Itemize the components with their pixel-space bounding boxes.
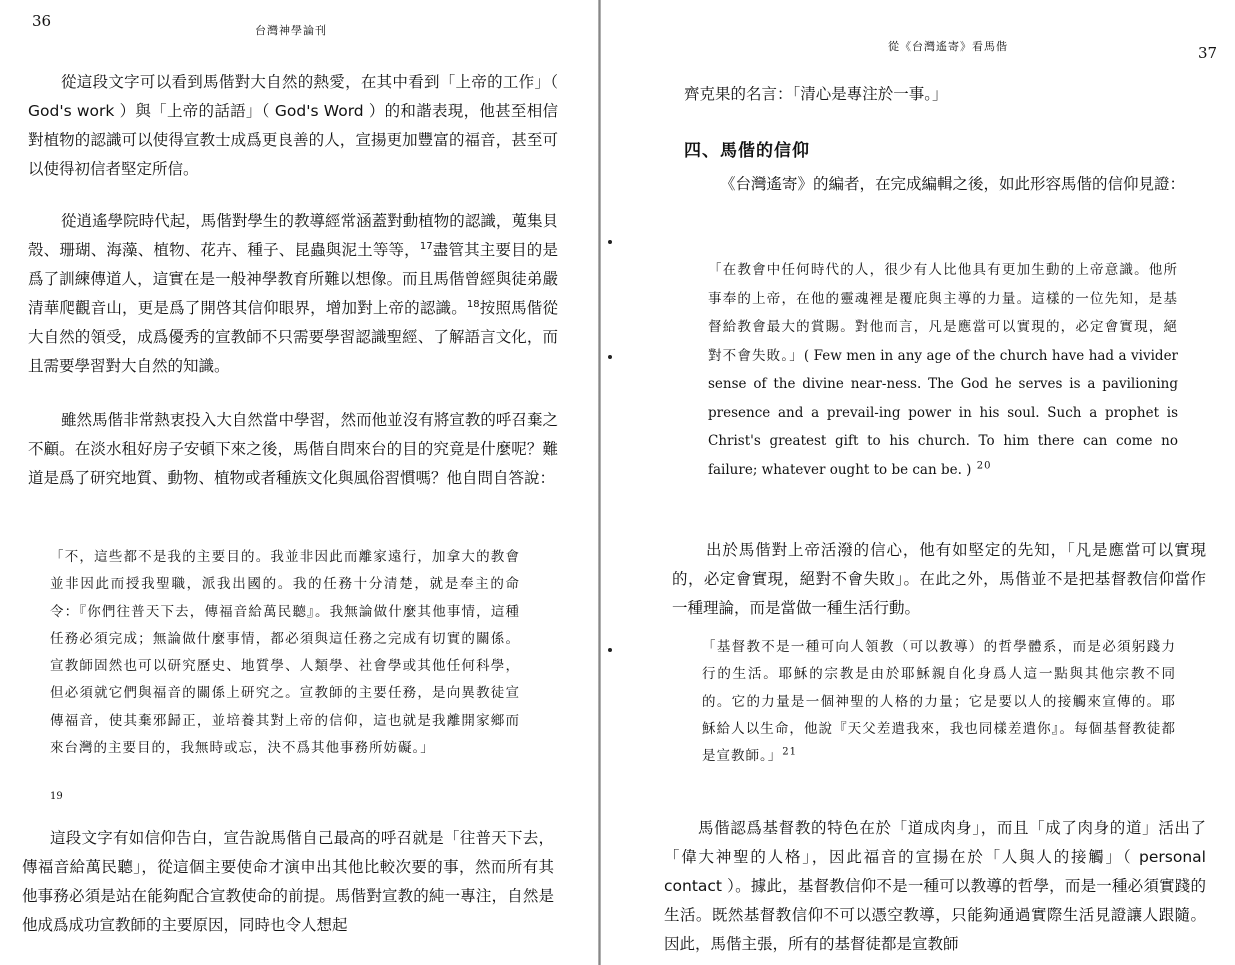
section-heading: 四、馬偕的信仰	[684, 141, 810, 161]
paragraph: 這段文字有如信仰告白，宣告說馬偕自己最高的呼召就是「往普天下去，傳福音給萬民聽」，從這個主要使命才演申出其他比較次要的事，然而所有其他事務必須是站在能夠配合宣教使命的前提。馬偕對宣教的純一專注，自然是他成爲成功宣教師的主要原因，同時也令人想起	[22, 829, 554, 934]
footnote-ref: 17	[419, 240, 433, 252]
left-page	[0, 0, 600, 965]
running-head: 台灣神學論刊	[255, 24, 327, 37]
block-quote: 「在教會中任何時代的人，很少有人比他具有更加生動的上帝意識。他所事奉的上帝，在他的靈魂裡是覆庇與主導的力量。這樣的一位先知，是基督給教會最大的賞賜。對他而言，凡是應當可以實現的，必定會實現，絕對不會失敗。」( Few men in any age of the church have had a vivider sense of the divine near-ness. The God he serves is a pavilioning presence and a prevail-ing power in his soul. Such a prophet is Christ's greatest gift to his church. To him there can come no failure; whatever ought to be can be. ) $^{20}$	[708, 262, 1179, 478]
paragraph: 從逍遙學院時代起，馬偕對學生的教導經常涵蓋對動植物的認識，蒐集貝殼、珊瑚、海藻、植物、花卉、種子、昆蟲與泥土等等，$^{17}$盡管其主要目的是爲了訓練傳道人，這實在是一般神學教育所難以想像。而且馬偕曾經與徒弟嚴清華爬觀音山，更是爲了開啓其信仰眼界，增加對上帝的認識。$^{18}$按照馬偕從大自然的領受，成爲優秀的宣教師不只需要學習認識聖經、了解語言文化，而且需要學習對大自然的知識。	[28, 212, 558, 375]
paragraph: 雖然馬偕非常熱衷投入大自然當中學習，然而他並沒有將宣教的呼召棄之不顧。在淡水租好房子安頓下來之後，馬偕自問來台的目的究竟是什麼呢？難道是爲了研究地質、動物、植物或者種族文化與風俗習慣嗎？他自問自答說：	[28, 411, 558, 487]
right-page	[612, 0, 1235, 965]
footnote-ref: 21	[782, 746, 797, 758]
page-number: 36	[32, 12, 52, 30]
page-number: 37	[1198, 44, 1218, 62]
footnote-ref: 18	[466, 298, 480, 310]
paragraph: 出於馬偕對上帝活潑的信心，他有如堅定的先知，「凡是應當可以實現的，必定會實現，絕對不會失敗」。在此之外，馬偕並不是把基督教信仰當作一種理論，而是當做一種生活行動。	[672, 541, 1206, 617]
paragraph: 從這段文字可以看到馬偕對大自然的熱愛，在其中看到「上帝的工作」（ God's work ）與「上帝的話語」（ God's Word ）的和諧表現，他甚至相信對植物的認識可以使得宣教士成爲更良善的人，宣揚更加豐富的福音，甚至可以使得初信者堅定所信。	[28, 73, 558, 178]
paragraph: 《台灣遙寄》的編者，在完成編輯之後，如此形容馬偕的信仰見證：	[720, 175, 1186, 193]
block-quote: 「不，這些都不是我的主要目的。我並非因此而離家遠行，加拿大的教會並非因此而授我聖職，派我出國的。我的任務十分清楚，就是奉主的命令：『你們往普天下去，傳福音給萬民聽』。我無論做什麼其他事情，這種任務必須完成；無論做什麼事情，都必須與這任務之完成有切實的關係。宣教師固然也可以研究歷史、地質學、人類學、社會學或其他任何科學，但必須就它們與福音的關係上研究之。宣教師的主要任務，是向異教徒宣傳福音，使其棄邪歸正，並培養其對上帝的信仰，這也就是我離開家鄉而來台灣的主要目的，我無時或忘，決不爲其他事務所妨礙。」	[50, 549, 520, 757]
footnote-ref: 19	[50, 791, 63, 802]
paragraph: 馬偕認爲基督教的特色在於「道成肉身」，而且「成了肉身的道」活出了「偉大神聖的人格」，因此福音的宣揚在於「人與人的接觸」（ personal contact ）。據此，基督教信仰不是一種可以教導的哲學，而是一種必須實踐的生活。既然基督教信仰不可以憑空教導，只能夠通過實際生活見證讓人跟隨。因此，馬偕主張，所有的基督徒都是宣教師	[664, 819, 1206, 953]
footnote-ref: 20	[976, 460, 992, 471]
paragraph: 齊克果的名言：「清心是專注於一事。」	[684, 85, 948, 103]
block-quote: 「基督教不是一種可向人領教（可以教導）的哲學體系，而是必須躬踐力行的生活。耶穌的宗教是由於耶穌親自化身爲人這一點與其他宗教不同的。它的力量是一個神聖的人格的力量；它是要以人的接觸來宣傳的。耶穌給人以生命，他說『天父差遣我來，我也同樣差遣你』。每個基督教徒都是宣教師。」$^{21}$	[702, 639, 1176, 765]
running-head: 從《台灣遙寄》看馬偕	[888, 40, 1008, 53]
